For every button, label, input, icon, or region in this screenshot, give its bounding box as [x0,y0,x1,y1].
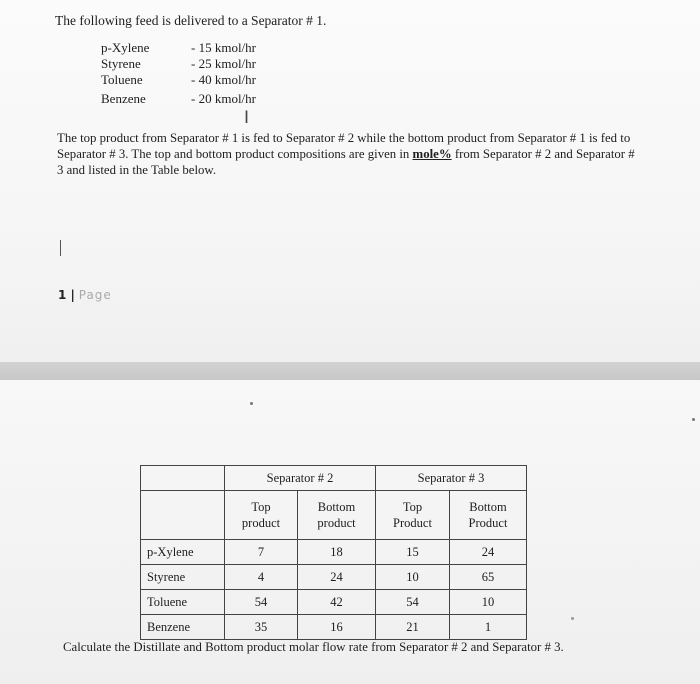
mole-percent-emphasis: mole% [412,147,452,161]
table-row [141,540,527,565]
scan-speck [692,418,695,421]
table-cell: 16 [298,615,376,640]
row-component: p-Xylene [141,540,225,565]
table-corner-cell [141,491,225,540]
table-cell: 65 [450,565,527,590]
table-header-row [141,466,527,491]
column-header: Top product [225,491,298,540]
feed-component-rate: - 25 kmol/hr [191,56,256,71]
table-cell: 18 [298,540,376,565]
intro-text: The following feed is delivered to a Separator # 1. [55,13,327,28]
scan-speck [250,402,253,405]
text-caret [60,240,61,256]
composition-table [140,465,527,640]
column-header: Top Product [376,491,450,540]
table-row [141,615,527,640]
feed-component-name: Styrene [101,56,141,71]
table-row [141,565,527,590]
page-label: Page [78,288,112,302]
feed-component-name: Toluene [101,72,143,87]
table-cell: 54 [376,590,450,615]
paragraph-text: from Separator # 2 and Separator # 3 and listed in the Table below. [57,147,635,177]
feed-component-rate: - 15 kmol/hr [191,40,256,55]
table-subheader-row [141,491,527,540]
page-footer [58,288,112,302]
table-corner-cell [141,466,225,491]
column-header: Bottom Product [450,491,527,540]
feed-component-rate: - 40 kmol/hr [191,72,256,87]
column-header: Bottom product [298,491,376,540]
table-cell: 21 [376,615,450,640]
feed-component-name: p-Xylene [101,40,150,55]
feed-component-name: Benzene [101,91,146,106]
table-cell: 1 [450,615,527,640]
page-number: 1 | [58,288,75,302]
table-cell: 24 [450,540,527,565]
table-cell: 15 [376,540,450,565]
table-cell: 24 [298,565,376,590]
table-cell: 10 [450,590,527,615]
row-component: Toluene [141,590,225,615]
table-cell: 42 [298,590,376,615]
row-component: Styrene [141,565,225,590]
table-cell: 35 [225,615,298,640]
scan-speck [571,617,574,620]
paragraph-text: The top product from Separator # 1 is fed to Separator # 2 while the bottom product from Separator # 1 is fed to Separator # 3. The top and bottom product compositions are given in [57,131,631,161]
separator-2-header: Separator # 2 [225,466,376,491]
description-paragraph [57,130,637,178]
table-cell: 7 [225,540,298,565]
table-cell: 4 [225,565,298,590]
row-component: Benzene [141,615,225,640]
table-cell: 10 [376,565,450,590]
ibeam-cursor-icon: I [244,108,250,128]
table-cell: 54 [225,590,298,615]
feed-component-rate: - 20 kmol/hr [191,91,256,106]
table-row [141,590,527,615]
separator-3-header: Separator # 3 [376,466,527,491]
page-divider [0,362,700,380]
question-text: Calculate the Distillate and Bottom product molar flow rate from Separator # 2 and Separator # 3. [63,640,564,654]
